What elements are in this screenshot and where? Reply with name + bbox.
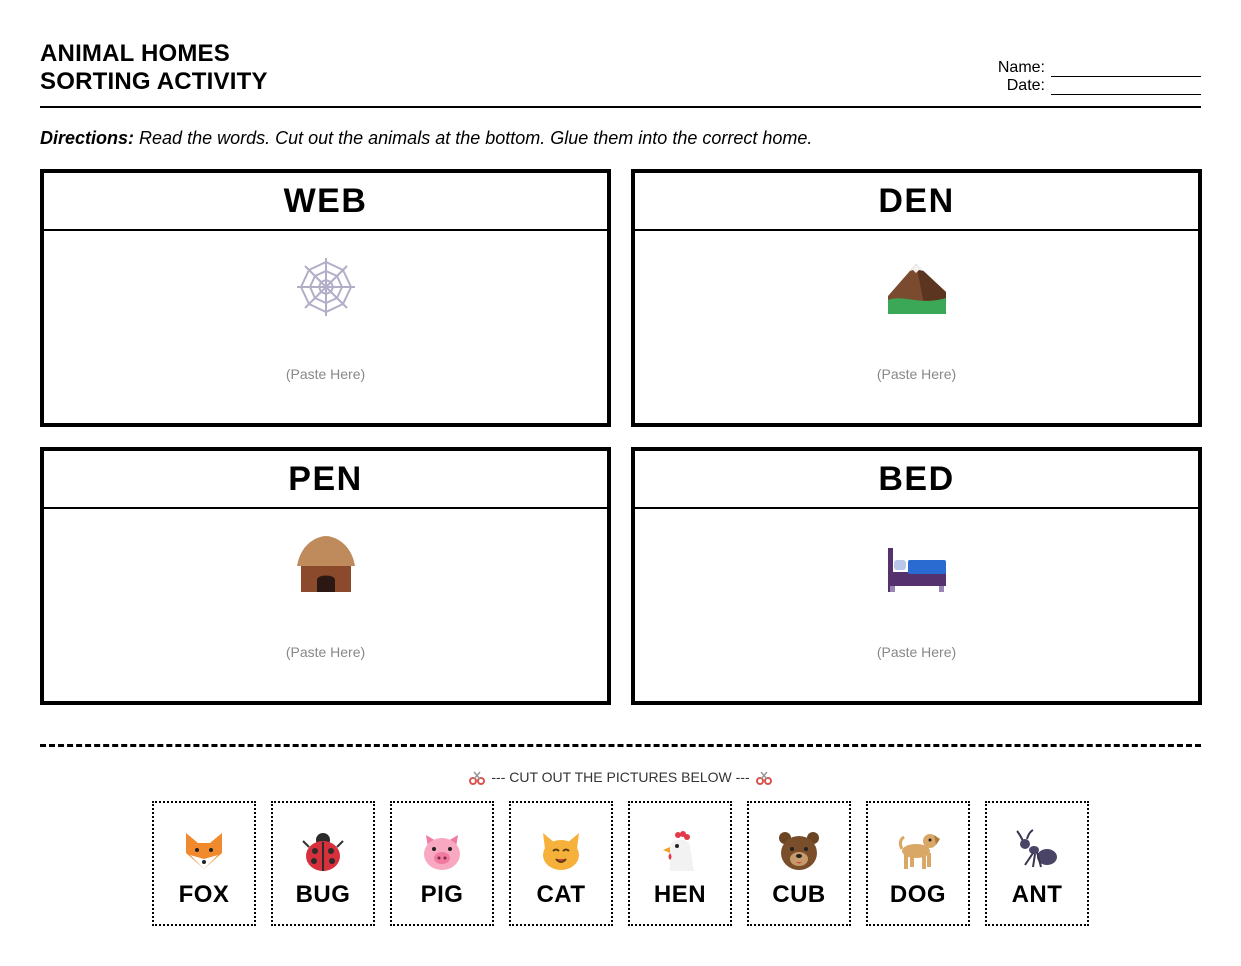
animal-label: FOX [178,881,230,908]
date-line [1051,81,1201,95]
dog-icon [896,829,940,873]
scissors-icon [756,771,772,785]
animal-label: DOG [889,881,947,908]
home-word: DEN [635,173,1198,231]
bed-icon [885,533,949,597]
date-row [998,77,1201,95]
animal-card-ant [985,801,1089,926]
name-line [1051,63,1201,77]
worksheet-header [40,40,1201,108]
name-label: Name: [997,59,1045,76]
date-label: Date: [1006,77,1045,94]
home-box-web [40,169,611,427]
paste-here-label: (Paste Here) [285,366,366,382]
home-box-pen [40,447,611,705]
student-info [998,59,1201,95]
animal-card-dog [866,801,970,926]
animal-card-pig [390,801,494,926]
animal-label: CAT [536,881,586,908]
paste-here-label: (Paste Here) [285,644,366,660]
cut-instructions [0,769,1241,785]
ant-icon [1015,829,1059,873]
bear-icon [777,829,821,873]
animal-card-cub [747,801,851,926]
hen-icon [658,829,702,873]
cut-instructions-text: --- CUT OUT THE PICTURES BELOW --- [491,769,750,785]
animal-label: ANT [1011,881,1063,908]
cut-line [40,744,1201,747]
animal-label: HEN [653,881,707,908]
hut-icon [294,533,358,597]
animal-label: PIG [420,881,464,908]
name-row [998,59,1201,77]
animal-label: BUG [295,881,351,908]
animal-label: CUB [772,881,826,908]
ladybug-icon [301,829,345,873]
cat-icon [539,829,583,873]
directions-text: Read the words. Cut out the animals at the bottom. Glue them into the correct home. [134,128,813,148]
paste-here-label: (Paste Here) [876,644,957,660]
home-box-den [631,169,1202,427]
directions-lead: Directions: [40,128,135,148]
title-line-2: SORTING ACTIVITY [40,68,268,95]
home-word: WEB [44,173,607,231]
cutout-cards [152,801,1089,926]
pig-icon [420,829,464,873]
paste-here-label: (Paste Here) [876,366,957,382]
scissors-icon [469,771,485,785]
animal-card-cat [509,801,613,926]
home-box-bed [631,447,1202,705]
title-line-1: ANIMAL HOMES [40,40,230,67]
spider-web-icon [294,255,358,319]
home-word: PEN [44,451,607,509]
fox-icon [182,829,226,873]
directions [40,127,812,149]
animal-card-hen [628,801,732,926]
home-word: BED [635,451,1198,509]
mountain-icon [885,255,949,319]
animal-card-fox [152,801,256,926]
animal-card-bug [271,801,375,926]
